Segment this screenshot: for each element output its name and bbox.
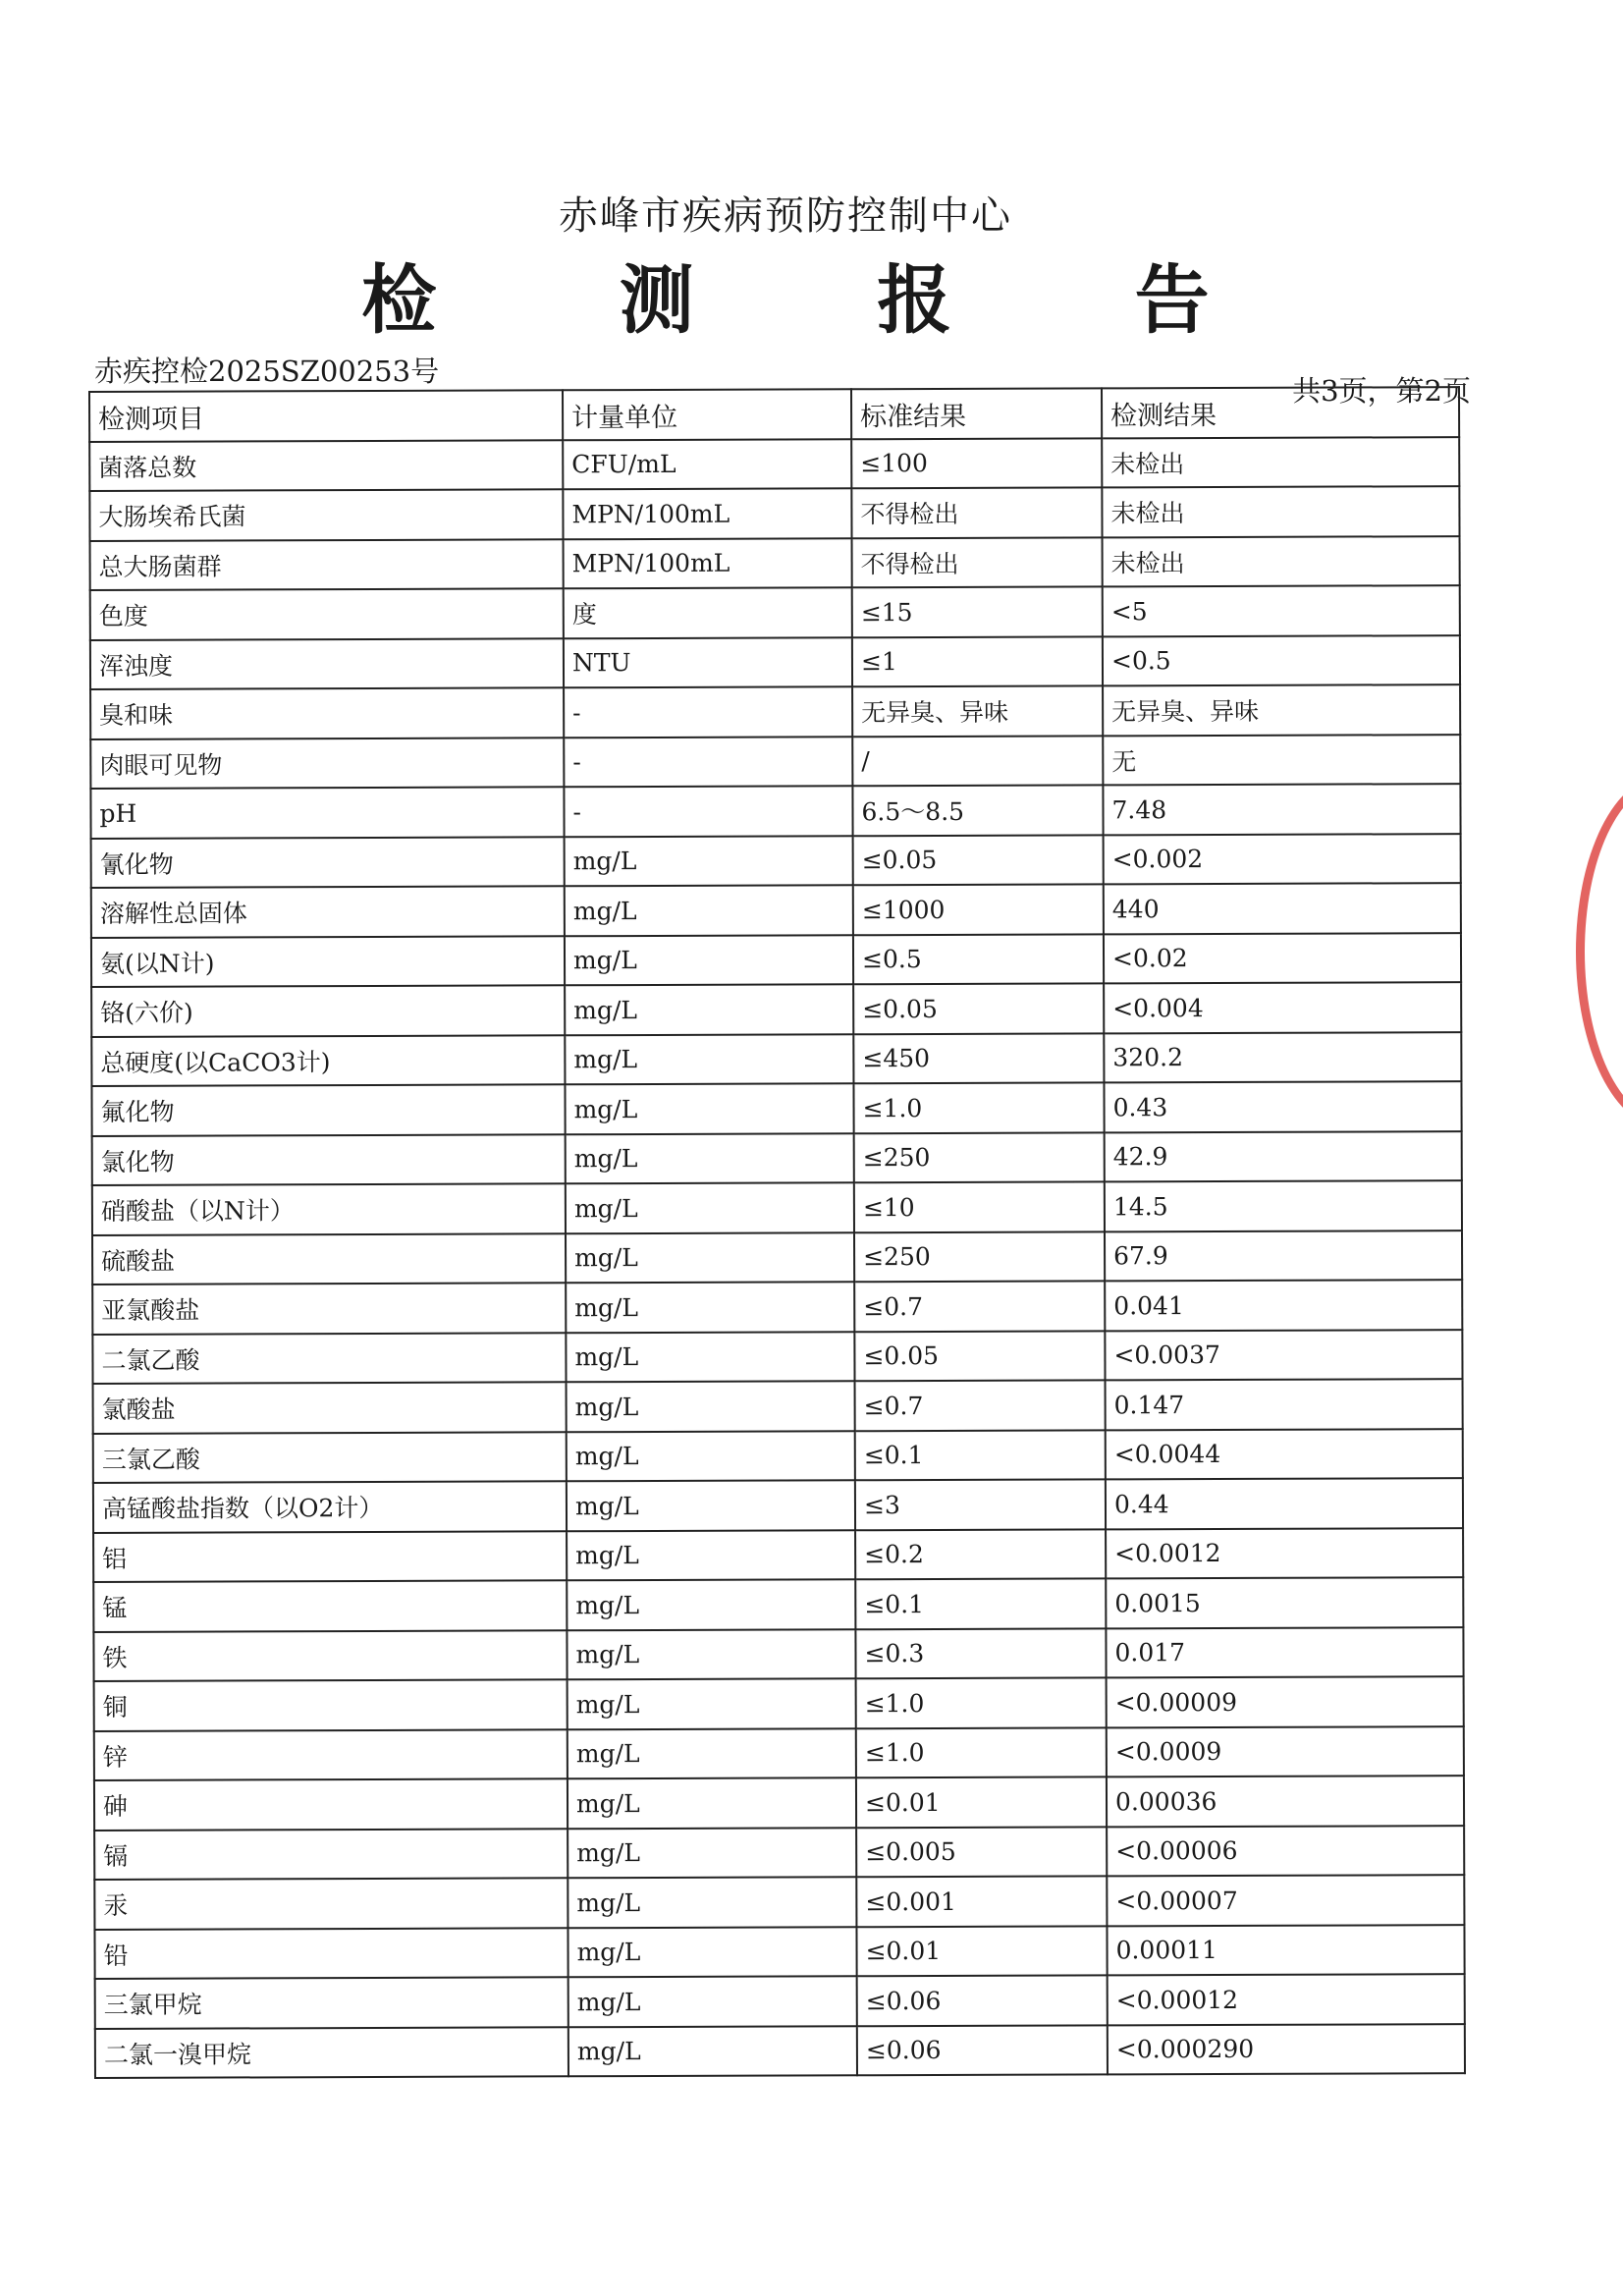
standard-cell: ≤1.0 (856, 1677, 1107, 1727)
item-cell: 菌落总数 (89, 440, 563, 491)
item-cell: 总硬度(以CaCO3计) (91, 1035, 565, 1086)
table-row (90, 735, 1460, 789)
item-cell: 汞 (94, 1878, 568, 1929)
unit-cell: mg/L (568, 1877, 856, 1928)
unit-cell: mg/L (566, 1282, 854, 1333)
item-cell: 二氯乙酸 (92, 1333, 566, 1384)
result-cell: 440 (1104, 883, 1461, 934)
unit-cell: - (564, 737, 852, 788)
unit-cell: mg/L (565, 984, 853, 1035)
standard-cell: ≤0.7 (855, 1380, 1106, 1430)
page-indicator: 共3页，第2页 (1292, 374, 1471, 408)
table-row (94, 1826, 1464, 1880)
standard-cell: ≤0.05 (853, 835, 1104, 885)
item-cell: 镉 (94, 1829, 568, 1880)
column-header-item: 检测项目 (89, 390, 563, 441)
result-cell: <0.0012 (1106, 1528, 1463, 1579)
table-row (91, 982, 1461, 1036)
item-cell: 铜 (94, 1679, 568, 1730)
item-cell: 氟化物 (91, 1084, 565, 1135)
standard-cell: ≤0.7 (854, 1281, 1105, 1331)
column-header-standard: 标准结果 (851, 388, 1102, 438)
standard-cell: 不得检出 (851, 487, 1102, 537)
column-header-result: 检测结果 (1102, 387, 1459, 438)
unit-cell: mg/L (568, 2026, 857, 2077)
result-cell: 7.48 (1103, 784, 1460, 835)
unit-cell: mg/L (565, 1083, 853, 1134)
item-cell: 三氯甲烷 (95, 1977, 568, 2028)
result-cell: <0.000290 (1108, 2024, 1465, 2075)
table-row (92, 1280, 1462, 1334)
table-row (94, 1726, 1464, 1780)
standard-cell: ≤1000 (853, 884, 1104, 934)
results-table-container (88, 386, 1464, 2079)
unit-cell: mg/L (566, 1232, 854, 1284)
item-cell: 总大肠菌群 (90, 539, 564, 590)
standard-cell: 6.5～8.5 (852, 785, 1103, 835)
item-cell: 大肠埃希氏菌 (89, 489, 563, 540)
unit-cell: mg/L (567, 1530, 855, 1581)
table-row (89, 437, 1459, 491)
unit-cell: CFU/mL (563, 439, 851, 490)
unit-cell: mg/L (565, 836, 853, 887)
standard-cell: ≤0.1 (855, 1578, 1106, 1628)
item-cell: 铁 (93, 1630, 567, 1681)
organization-name: 赤峰市疾病预防控制中心 (559, 193, 1012, 239)
standard-cell: ≤3 (855, 1479, 1106, 1529)
standard-cell: ≤0.1 (855, 1430, 1106, 1480)
table-row (92, 1131, 1462, 1185)
result-cell: <0.00007 (1107, 1875, 1464, 1926)
standard-cell: ≤0.05 (854, 1331, 1105, 1381)
result-cell: <0.00012 (1108, 1974, 1465, 2025)
standard-cell: ≤0.3 (855, 1628, 1106, 1678)
table-row (90, 684, 1460, 738)
unit-cell: mg/L (567, 1629, 855, 1680)
standard-cell: ≤1 (852, 636, 1103, 686)
result-cell: 67.9 (1105, 1230, 1462, 1282)
standard-cell: ≤1.0 (853, 1082, 1104, 1132)
result-cell: 0.44 (1106, 1478, 1463, 1529)
table-body (89, 437, 1465, 2078)
result-cell: <0.004 (1104, 982, 1461, 1033)
standard-cell: ≤250 (854, 1231, 1105, 1282)
table-row (89, 486, 1459, 540)
result-cell: 0.041 (1105, 1280, 1462, 1331)
table-row (93, 1478, 1463, 1532)
unit-cell: mg/L (565, 1034, 853, 1085)
standard-cell: ≤0.06 (857, 2025, 1108, 2075)
unit-cell: mg/L (567, 1381, 855, 1432)
official-seal (1576, 776, 1623, 1110)
result-cell: <0.5 (1103, 635, 1460, 686)
table-row (91, 883, 1461, 937)
unit-cell: mg/L (565, 935, 853, 986)
standard-cell: ≤0.005 (856, 1827, 1107, 1877)
table-row (93, 1577, 1463, 1631)
unit-cell: mg/L (566, 1182, 854, 1233)
column-header-unit: 计量单位 (563, 389, 851, 440)
unit-cell: NTU (564, 637, 852, 688)
standard-cell: 不得检出 (852, 537, 1103, 587)
result-cell: 无异臭、异味 (1103, 684, 1460, 736)
item-cell: 铬(六价) (91, 985, 565, 1036)
unit-cell: mg/L (567, 1480, 855, 1531)
standard-cell: ≤0.01 (856, 1926, 1107, 1976)
table-row (94, 1776, 1464, 1830)
unit-cell: mg/L (566, 1332, 854, 1383)
result-cell: 0.147 (1106, 1379, 1463, 1430)
table-row (90, 536, 1460, 590)
report-title: 检 测 报 告 (361, 256, 1288, 344)
table-row (93, 1627, 1463, 1681)
item-cell: 铅 (94, 1928, 568, 1979)
result-cell: 42.9 (1105, 1131, 1462, 1182)
result-cell: 未检出 (1102, 486, 1459, 537)
table-row (90, 635, 1460, 689)
results-table (88, 386, 1466, 2079)
unit-cell: mg/L (565, 885, 853, 936)
table-row (92, 1180, 1462, 1234)
item-cell: 氯酸盐 (93, 1382, 567, 1433)
table-row (93, 1379, 1463, 1433)
standard-cell: ≤0.01 (856, 1777, 1107, 1827)
unit-cell: mg/L (566, 1133, 854, 1184)
unit-cell: mg/L (568, 1828, 856, 1879)
result-cell: 0.0015 (1106, 1577, 1463, 1628)
item-cell: 铝 (93, 1531, 567, 1582)
unit-cell: MPN/100mL (563, 488, 851, 539)
table-row (90, 784, 1460, 838)
standard-cell: ≤0.001 (856, 1876, 1107, 1926)
table-row (91, 933, 1461, 987)
item-cell: 溶解性总固体 (91, 886, 565, 937)
result-cell: <0.00009 (1107, 1676, 1464, 1727)
result-cell: 未检出 (1102, 437, 1459, 488)
standard-cell: ≤15 (852, 586, 1103, 636)
result-cell: 0.00011 (1107, 1925, 1464, 1976)
table-row (92, 1230, 1462, 1285)
result-cell: <0.0009 (1107, 1726, 1464, 1777)
unit-cell: MPN/100mL (564, 538, 852, 589)
unit-cell: mg/L (568, 1976, 857, 2027)
table-row (92, 1330, 1462, 1384)
item-cell: 二氯一溴甲烷 (95, 2027, 568, 2078)
result-cell: <0.00006 (1107, 1826, 1464, 1877)
result-cell: <0.0037 (1105, 1330, 1462, 1381)
standard-cell: ≤0.5 (853, 934, 1104, 984)
table-row (95, 2024, 1465, 2078)
item-cell: 砷 (94, 1778, 568, 1830)
unit-cell: mg/L (568, 1678, 856, 1729)
result-cell: 无 (1103, 735, 1460, 786)
table-row (93, 1429, 1463, 1483)
item-cell: 高锰酸盐指数（以O2计） (93, 1481, 567, 1532)
result-cell: <5 (1103, 585, 1460, 636)
result-cell: <0.0044 (1106, 1429, 1463, 1480)
result-cell: 0.43 (1104, 1081, 1461, 1132)
table-header-row (89, 387, 1459, 441)
table-row (90, 585, 1460, 639)
unit-cell: mg/L (567, 1579, 855, 1630)
item-cell: pH (90, 787, 564, 838)
standard-cell: ≤10 (854, 1181, 1105, 1231)
unit-cell: mg/L (568, 1777, 856, 1829)
item-cell: 三氯乙酸 (93, 1432, 567, 1483)
table-row (91, 1081, 1461, 1135)
standard-cell: ≤0.06 (857, 1975, 1108, 2025)
item-cell: 氨(以N计) (91, 936, 565, 987)
standard-cell: ≤100 (851, 438, 1102, 488)
table-row (91, 834, 1461, 888)
item-cell: 浑浊度 (90, 638, 564, 689)
unit-cell: mg/L (568, 1927, 856, 1978)
item-cell: 氯化物 (92, 1134, 566, 1185)
standard-cell: 无异臭、异味 (852, 685, 1103, 736)
result-cell: <0.02 (1104, 933, 1461, 984)
unit-cell: 度 (564, 587, 852, 638)
report-number: 赤疾控检2025SZ00253号 (94, 355, 440, 388)
result-cell: 320.2 (1104, 1032, 1461, 1083)
table-row (94, 1676, 1464, 1730)
item-cell: 硝酸盐（以N计） (92, 1183, 566, 1234)
unit-cell: mg/L (567, 1431, 855, 1482)
item-cell: 臭和味 (90, 687, 564, 738)
table-row (94, 1925, 1464, 1979)
table-row (95, 1974, 1465, 2028)
standard-cell: ≤450 (853, 1033, 1104, 1083)
result-cell: 0.00036 (1107, 1776, 1464, 1827)
unit-cell: mg/L (568, 1728, 856, 1779)
table-row (91, 1032, 1461, 1086)
table-row (93, 1528, 1463, 1582)
item-cell: 色度 (90, 588, 564, 639)
result-cell: <0.002 (1104, 834, 1461, 885)
seal-ring (1576, 776, 1623, 1110)
item-cell: 氰化物 (91, 837, 565, 888)
result-cell: 未检出 (1103, 536, 1460, 587)
item-cell: 锰 (93, 1580, 567, 1631)
item-cell: 肉眼可见物 (90, 738, 564, 789)
unit-cell: - (564, 686, 852, 738)
item-cell: 锌 (94, 1729, 568, 1780)
standard-cell: ≤0.05 (853, 983, 1104, 1033)
result-cell: 0.017 (1106, 1627, 1463, 1678)
item-cell: 硫酸盐 (92, 1233, 566, 1285)
standard-cell: / (852, 736, 1103, 786)
table-row (94, 1875, 1464, 1929)
result-cell: 14.5 (1105, 1180, 1462, 1231)
standard-cell: ≤1.0 (856, 1727, 1107, 1777)
standard-cell: ≤250 (854, 1132, 1105, 1182)
unit-cell: - (564, 786, 852, 837)
standard-cell: ≤0.2 (855, 1529, 1106, 1579)
item-cell: 亚氯酸盐 (92, 1283, 566, 1334)
